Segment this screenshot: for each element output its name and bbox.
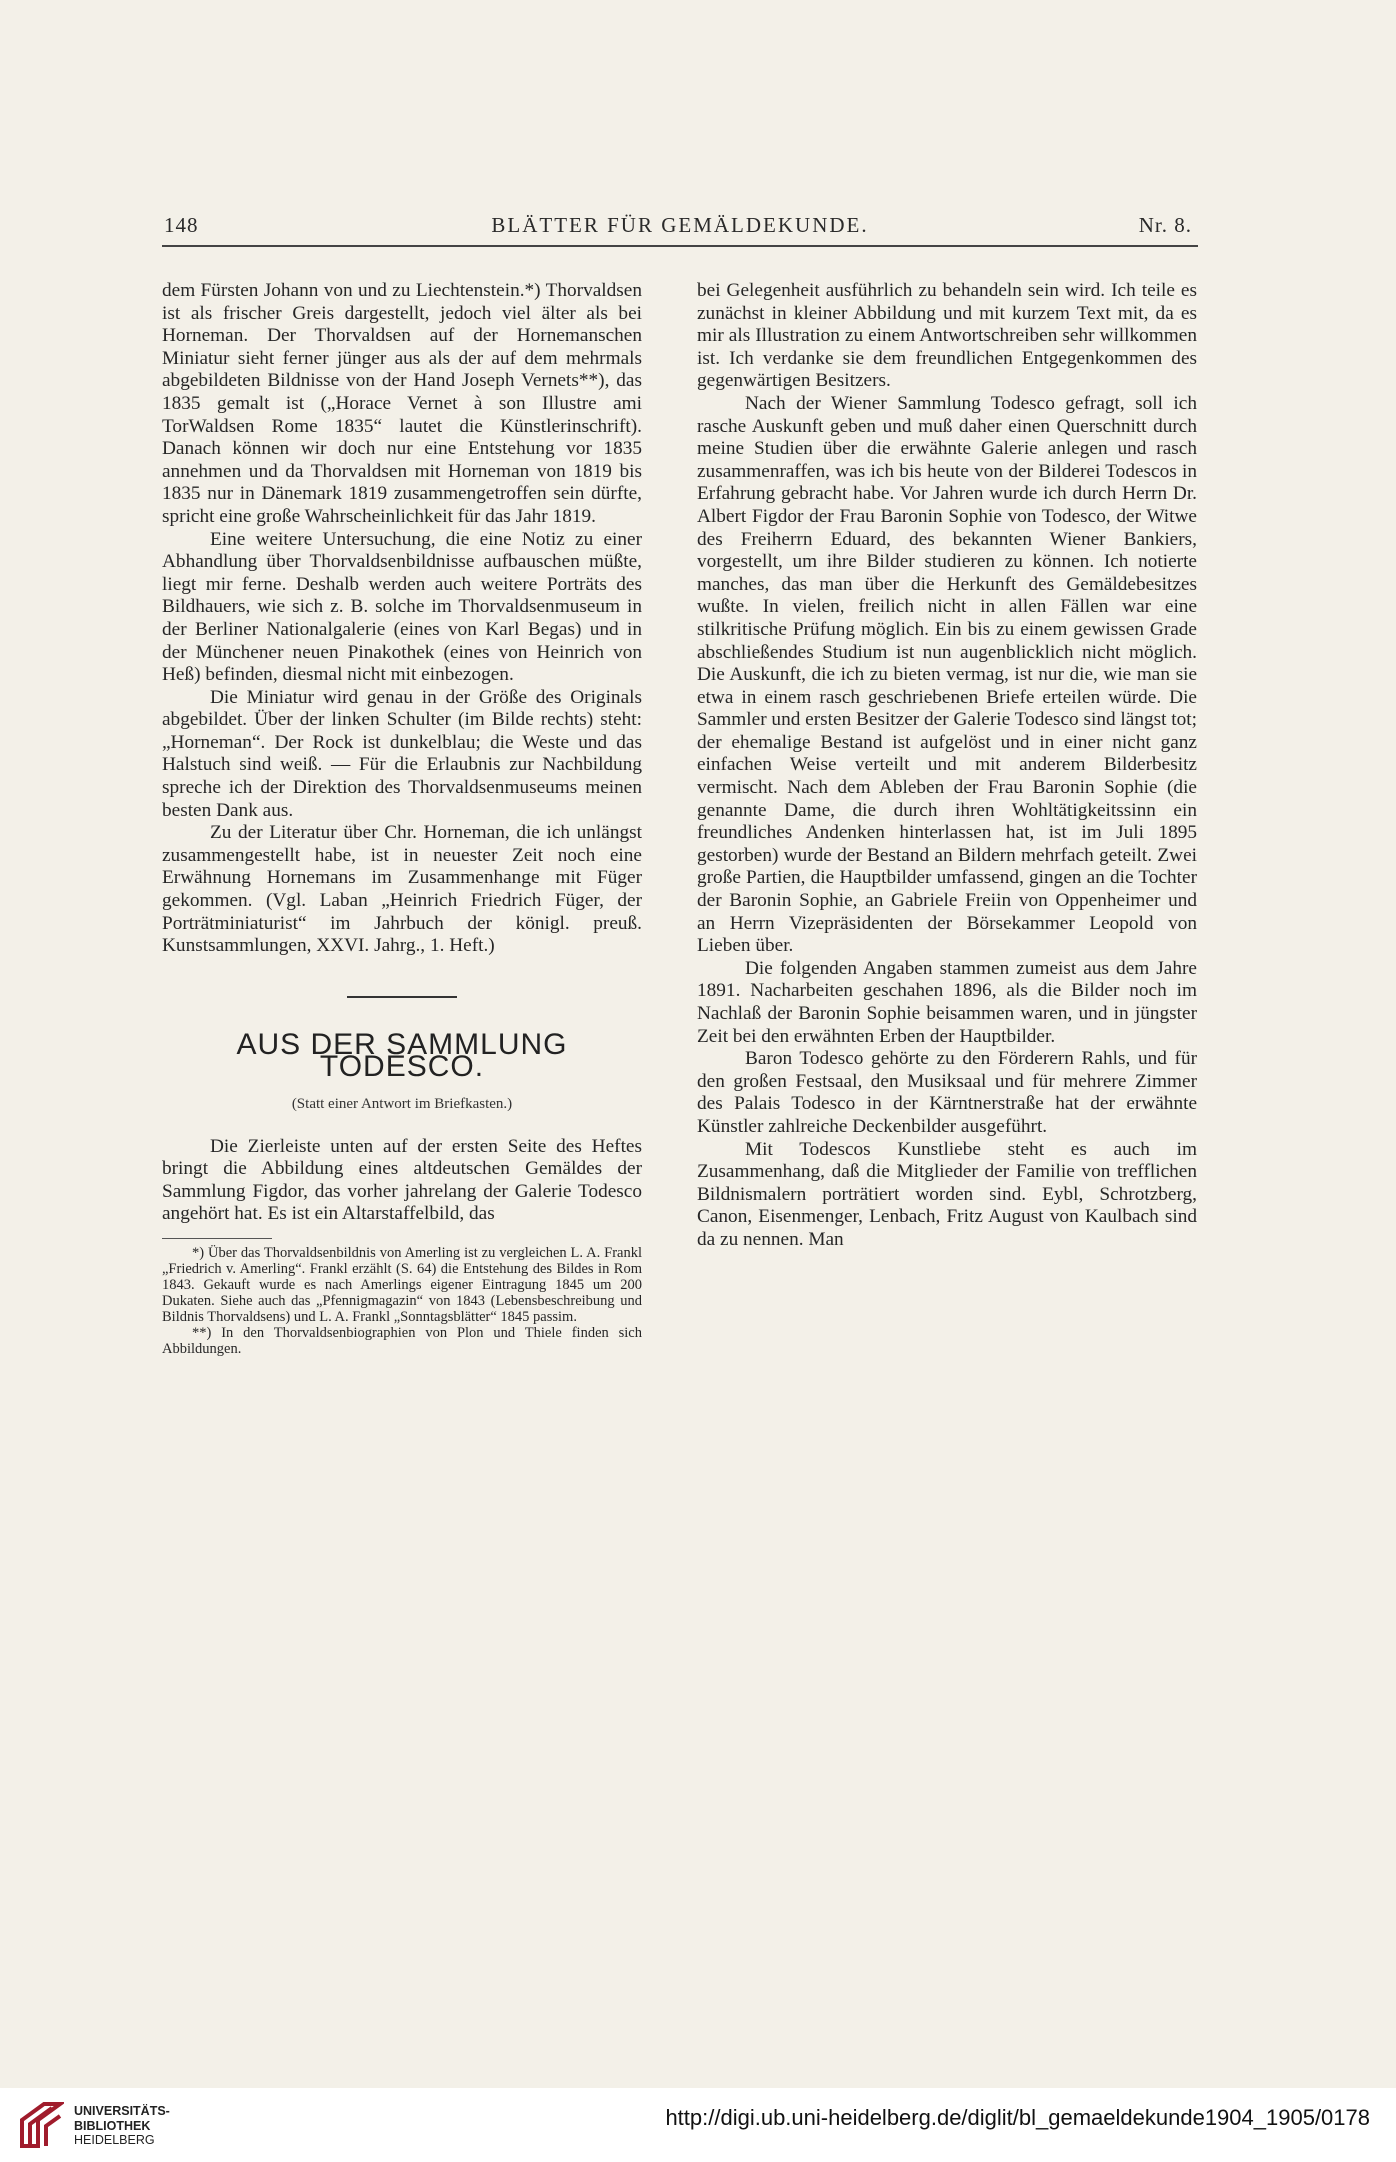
section-subtitle: (Statt einer Antwort im Briefkasten.) bbox=[291, 1096, 513, 1112]
footnote: *) Über das Thorvaldsenbildnis von Amerling ist zu vergleichen L. A. Frankl „Friedrich v. Amerling“. Frankl erzählt (S. 64) die Entstehung des Bildes in Rom 1843. Gekauft wurde es nach Amerlings eigener Eintragung 1845 um 200 Dukaten. Siehe auch das „Pfennigmagazin“ von 1843 (Lebensbeschreibung und Bildnis Thorvaldsens) und L. A. Frankl „Sonntagsblätter“ 1845 passim. bbox=[162, 1244, 642, 1325]
journal-title: BLÄTTER FÜR GEMÄLDEKUNDE. bbox=[491, 213, 869, 237]
paragraph: dem Fürsten Johann von und zu Liechtenstein.*) Thorvaldsen ist als frischer Greis dargestellt, jedoch viel älter als bei Horneman. Der Thorvaldsen auf der Hornemanschen Miniatur sieht ferner jünger aus als der auf dem mehrmals abgebildeten Bildnisse von der Hand Joseph Vernets**), das 1835 gemalt ist („Horace Vernet à son Illustre ami TorWaldsen Rome 1835“ lautet die Künstlerinschrift). Danach können wir doch nur eine Entstehung vor 1835 annehmen und da Thorvaldsen mit Horneman von 1819 bis 1835 nur in Dänemark 1819 zusammengetroffen sein dürfte, spricht eine große Wahrscheinlichkeit für das Jahr 1819. bbox=[162, 280, 642, 527]
library-name-line: HEIDELBERG bbox=[74, 2133, 155, 2147]
paragraph: bei Gelegenheit ausführlich zu behandeln sein wird. Ich teile es zunächst in kleiner Abbildung und mit kurzem Text mit, da es mir als Illustration zu einem Antwortschreiben sehr willkommen ist. Ich verdanke sie dem freundlichen Entgegenkommen des gegenwärtigen Besitzers. bbox=[697, 280, 1197, 392]
paragraph: Die Zierleiste unten auf der ersten Seite des Heftes bringt die Abbildung eines altdeutschen Gemäldes der Sammlung Figdor, das vorher jahrelang der Galerie Todesco angehört hat. Es ist ein Altarstaffelbild, das bbox=[162, 1135, 642, 1225]
header-rule bbox=[162, 245, 1198, 247]
paragraph: Zu der Literatur über Chr. Horneman, die ich unlängst zusammengestellt habe, ist in neuester Zeit noch eine Erwähnung Hornemans im Zusammenhange mit Füger gekommen. (Vgl. Laban „Heinrich Friedrich Füger, der Porträtminiaturist“ im Jahrbuch der königl. preuß. Kunstsammlungen, XXVI. Jahrg., 1. Heft.) bbox=[162, 822, 642, 957]
left-column bbox=[162, 280, 642, 1357]
section-divider bbox=[347, 996, 457, 998]
page-number: 148 bbox=[164, 213, 199, 237]
footnote-rule bbox=[162, 1238, 272, 1239]
library-name bbox=[74, 2104, 194, 2148]
library-name-line: UNIVERSITÄTS- bbox=[74, 2104, 170, 2118]
paragraph: Die Miniatur wird genau in der Größe des Originals abgebildet. Über der linken Schulter (im Bilde rechts) steht: „Horneman“. Der Rock ist dunkelblau; die Weste und das Halstuch sind weiß. — Für die Erlaubnis zur Nachbildung spreche ich der Direktion des Thorvaldsenmuseums meinen besten Dank aus. bbox=[162, 686, 642, 821]
paragraph: Baron Todesco gehörte zu den Förderern Rahls, und für den großen Festsaal, den Musiksaal und für mehrere Zimmer des Palais Todesco in der Kärntnerstraße hat der erwähnte Künstler zahlreiche Deckenbilder ausgeführt. bbox=[697, 1048, 1197, 1137]
running-header bbox=[162, 213, 1198, 245]
library-logo-icon bbox=[18, 2100, 64, 2150]
right-column bbox=[697, 280, 1197, 1252]
library-logo[interactable] bbox=[18, 2100, 188, 2152]
footnote: **) In den Thorvaldsenbiographien von Plon und Thiele finden sich Abbildungen. bbox=[162, 1324, 642, 1357]
paragraph: Mit Todescos Kunstliebe steht es auch im Zusammenhang, daß die Mitglieder der Familie von trefflichen Bildnismalern porträtiert worden sind. Eybl, Schrotzberg, Canon, Eisenmenger, Lenbach, Fritz August von Kaulbach sind da zu nennen. Man bbox=[697, 1138, 1197, 1250]
paragraph: Nach der Wiener Sammlung Todesco gefragt, soll ich rasche Auskunft geben und muß daher einen Querschnitt durch meine Studien über die erwähnte Galerie anlegen und rasch zusammenraffen, was ich bis heute von der Bilderei Todescos in Erfahrung gebracht habe. Vor Jahren wurde ich durch Herrn Dr. Albert Figdor der Frau Baronin Sophie von Todesco, der Witwe des Freiherrn Eduard, des bekannten Wiener Bankiers, vorgestellt, um ihre Bilder studieren zu können. Ich notierte manches, das man über die Herkunft des Gemäldebesitzes wußte. In vielen, freilich nicht in allen Fällen war eine stilkritische Prüfung möglich. Ein bis zu einem gewissen Grade abschließendes Studium ist nun augenblicklich nicht möglich. Die Auskunft, die ich zu bieten vermag, ist nur die, wie man sie etwa in einem rasch geschriebenen Briefe erteilen würde. Die Sammler und ersten Besitzer der Galerie Todesco sind längst tot; der ehemalige Bestand ist aufgelöst und in einer nicht ganz einfachen Weise verteilt und mit anderem Bilderbesitz vermischt. Nach dem Ableben der Frau Baronin Sophie (die genannte Dame, die durch ihren Wohltätigkeitssinn ein freundliches Andenken hinterlassen hat, ist im Juli 1895 gestorben) wurde der Bestand an Bildern mehrfach geteilt. Zwei große Partien, die Hauptbilder umfassend, gingen an die Tochter der Baronin Sophie, an Gabriele Freiin von Oppenheimer und an Herrn Vizepräsidenten der Börsekammer Leopold von Lieben über. bbox=[697, 392, 1198, 957]
library-name-line: BIBLIOTHEK bbox=[74, 2118, 151, 2133]
paragraph: Eine weitere Untersuchung, die eine Notiz zu einer Abhandlung über Thorvaldsenbildnisse aufbauschen müßte, liegt mir ferne. Deshalb werden auch weitere Porträts des Bildhauers, wie sich z. B. solche im Thorvaldsenmuseum in der Berliner Nationalgalerie (eines von Karl Begas) und in der Münchener neuen Pinakothek (eines von Heinrich von Heß) befinden, diesmal nicht mit einbezogen. bbox=[162, 528, 642, 686]
source-url[interactable]: http://digi.ub.uni-heidelberg.de/diglit/bl_gemaeldekunde1904_1905/0178 bbox=[665, 2105, 1370, 2130]
section-heading: AUS DER SAMMLUNG TODESCO. bbox=[236, 1027, 568, 1084]
issue-number: Nr. 8. bbox=[1138, 213, 1192, 237]
paragraph: Die folgenden Angaben stammen zumeist aus dem Jahre 1891. Nacharbeiten geschahen 1896, als die Bilder noch im Nachlaß der Baronin Sophie beisammen waren, und in jüngster Zeit bei den erwähnten Erben der Hauptbilder. bbox=[697, 957, 1197, 1047]
footnotes bbox=[162, 1245, 642, 1357]
